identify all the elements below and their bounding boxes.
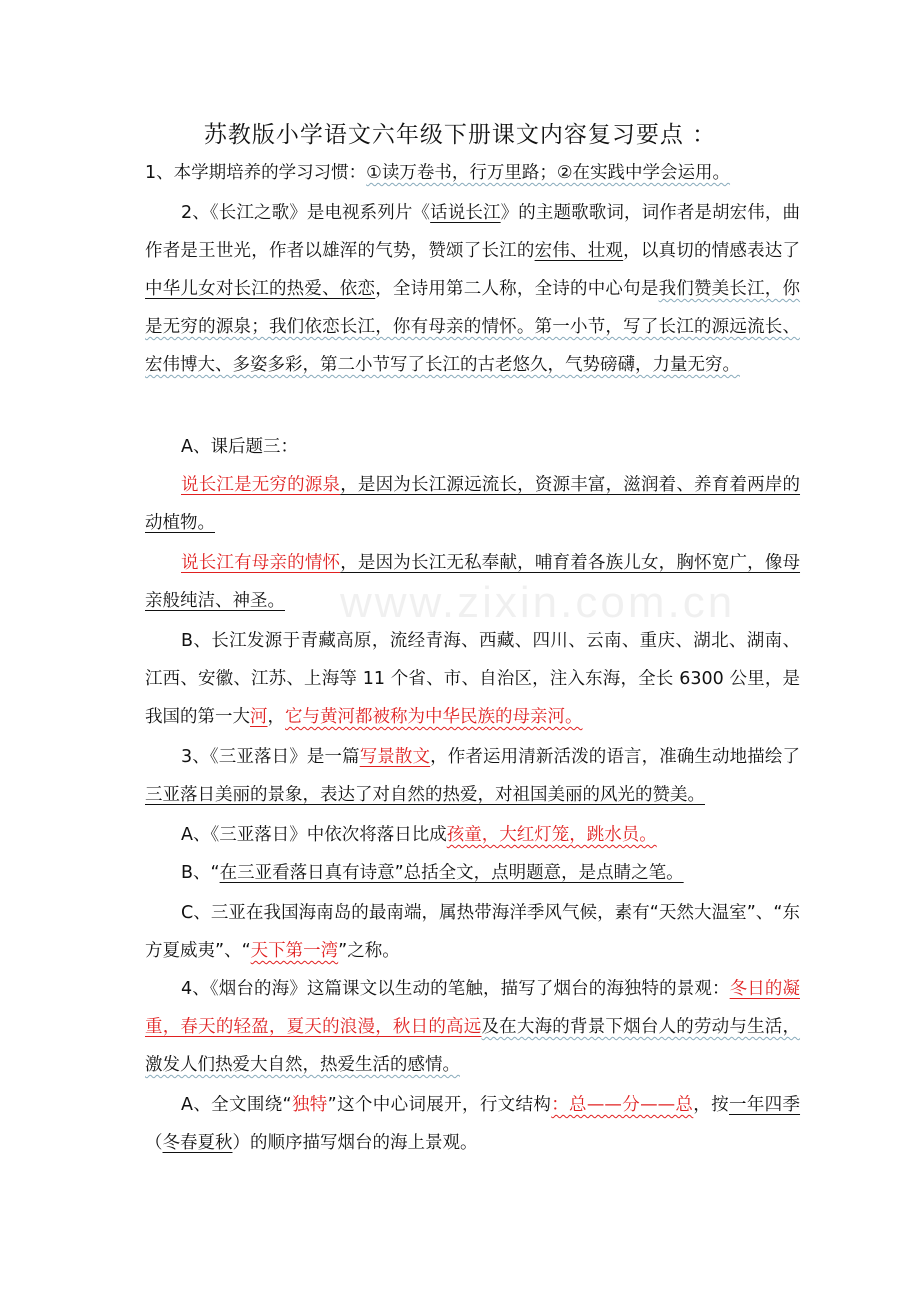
text-underlined: 中华儿女对长江的热爱、依恋 xyxy=(145,279,376,299)
text-underlined: 冬春夏秋 xyxy=(162,1133,233,1153)
paragraph-a-heading: A、课后题三： xyxy=(181,437,298,457)
text-underlined: ①读万卷书，行万里路；②在实践中学会运用。 xyxy=(366,163,731,183)
text-underlined: 宏伟、壮观 xyxy=(534,241,624,261)
text-underlined: 及在大海的背景下烟台人的劳动与生活，激发人们热爱大自然，热爱生活的感情。 xyxy=(145,1017,801,1075)
text: ， xyxy=(267,707,285,727)
text: B、长江发源于青藏高原，流经青海、西藏、四川、云南、重庆、湖北、湖南、江西、安徽、江苏、上海等 11 个省、市、自治区，注入东海，全长 6300 公里，是我国的第一大 xyxy=(145,631,800,727)
text-red: ：总——分——总 xyxy=(551,1095,694,1115)
paragraph-3b xyxy=(145,854,800,892)
paragraph-3a xyxy=(145,816,800,854)
text-underlined: 我们赞美长江，你是无穷的源泉；我们依恋长江，你有母亲的情怀。第一小节，写了长江的源远流长、宏伟博大、多姿多彩，第二小节写了长江的古老悠久，气势磅礴，力量无穷。 xyxy=(145,279,801,375)
text-underlined: ，是因为长江源远流长，资源丰富，滋润着、养育着两岸的动植物。 xyxy=(145,475,801,533)
paragraph-3 xyxy=(145,738,800,814)
text-red: 写景散文 xyxy=(359,747,431,767)
text: A、《三亚落日》中依次将落日比成 xyxy=(181,825,447,845)
text-red: 独特 xyxy=(291,1095,328,1115)
text: C、三亚在我国海南岛的最南端，属热带海洋季风气候，素有“天然大温室”、“东方夏威夷”、“ xyxy=(145,903,800,961)
paragraph-a-1 xyxy=(145,466,800,542)
text-underlined: 话说长江 xyxy=(430,203,501,223)
text: ）的顺序描写烟台的海上景观。 xyxy=(232,1133,478,1153)
watermark: www.zixin.com.cn xyxy=(340,578,736,627)
text-underlined: ，是因为长江无私奉献，哺育着各族儿女，胸怀宽广，像母亲般纯洁、神圣。 xyxy=(145,553,801,611)
paragraph-b xyxy=(145,622,800,736)
paragraph-4 xyxy=(145,970,800,1084)
text: ，全诗用第二人称，全诗的中心句是 xyxy=(375,279,659,299)
text: 》的主题歌歌词，词作者是胡宏伟，曲作者是王世光，作者以雄浑的气势，赞颂了长江的 xyxy=(145,203,801,261)
paragraph-4a xyxy=(145,1086,800,1162)
text: ”之称。 xyxy=(338,941,400,961)
text-red: 说长江是无穷的源泉 xyxy=(181,475,341,495)
paragraph-1 xyxy=(145,154,800,192)
text-red: 孩童，大红灯笼，跳水员。 xyxy=(446,825,657,845)
text: 2、《长江之歌》是电视系列片《 xyxy=(181,203,431,223)
text: 4、《烟台的海》这篇课文以生动的笔触，描写了烟台的海独特的景观： xyxy=(181,979,730,999)
text-red: 天下第一湾 xyxy=(250,941,339,961)
text: ”这个中心词展开，行文结构 xyxy=(327,1095,552,1115)
text-red: 说长江有母亲的情怀 xyxy=(181,553,341,573)
text-underlined: 在三亚看落日真有诗意”总括全文，点明题意，是点睛之笔。 xyxy=(219,863,684,883)
document-title: 苏教版小学语文六年级下册课文内容复习要点 ： xyxy=(203,122,717,148)
text-red: 冬日的凝重，春天的轻盈，夏天的浪漫，秋日的高远 xyxy=(145,979,800,1037)
text: ，作者运用清新活泼的语言，准确生动地描绘了 xyxy=(430,747,801,767)
text: ，按 xyxy=(693,1095,729,1115)
text: 1、本学期培养的学习习惯： xyxy=(145,163,367,183)
text-red: 它与黄河都被称为中华民族的母亲河。 xyxy=(285,707,583,727)
text: 3、《三亚落日》是一篇 xyxy=(181,747,360,767)
paragraph-2 xyxy=(145,194,800,384)
text-underlined: 一年四季 xyxy=(728,1095,801,1115)
text: B、“ xyxy=(181,863,220,883)
text: A、全文围绕“ xyxy=(181,1095,292,1115)
text: （ xyxy=(145,1133,163,1153)
paragraph-a-2 xyxy=(145,544,800,620)
text-red: 河 xyxy=(250,707,268,727)
paragraph-3c xyxy=(145,894,800,970)
text: ，以真切的情感表达了 xyxy=(623,241,801,261)
text-underlined: 三亚落日美丽的景象，表达了对自然的热爱，对祖国美丽的风光的赞美。 xyxy=(145,785,705,805)
